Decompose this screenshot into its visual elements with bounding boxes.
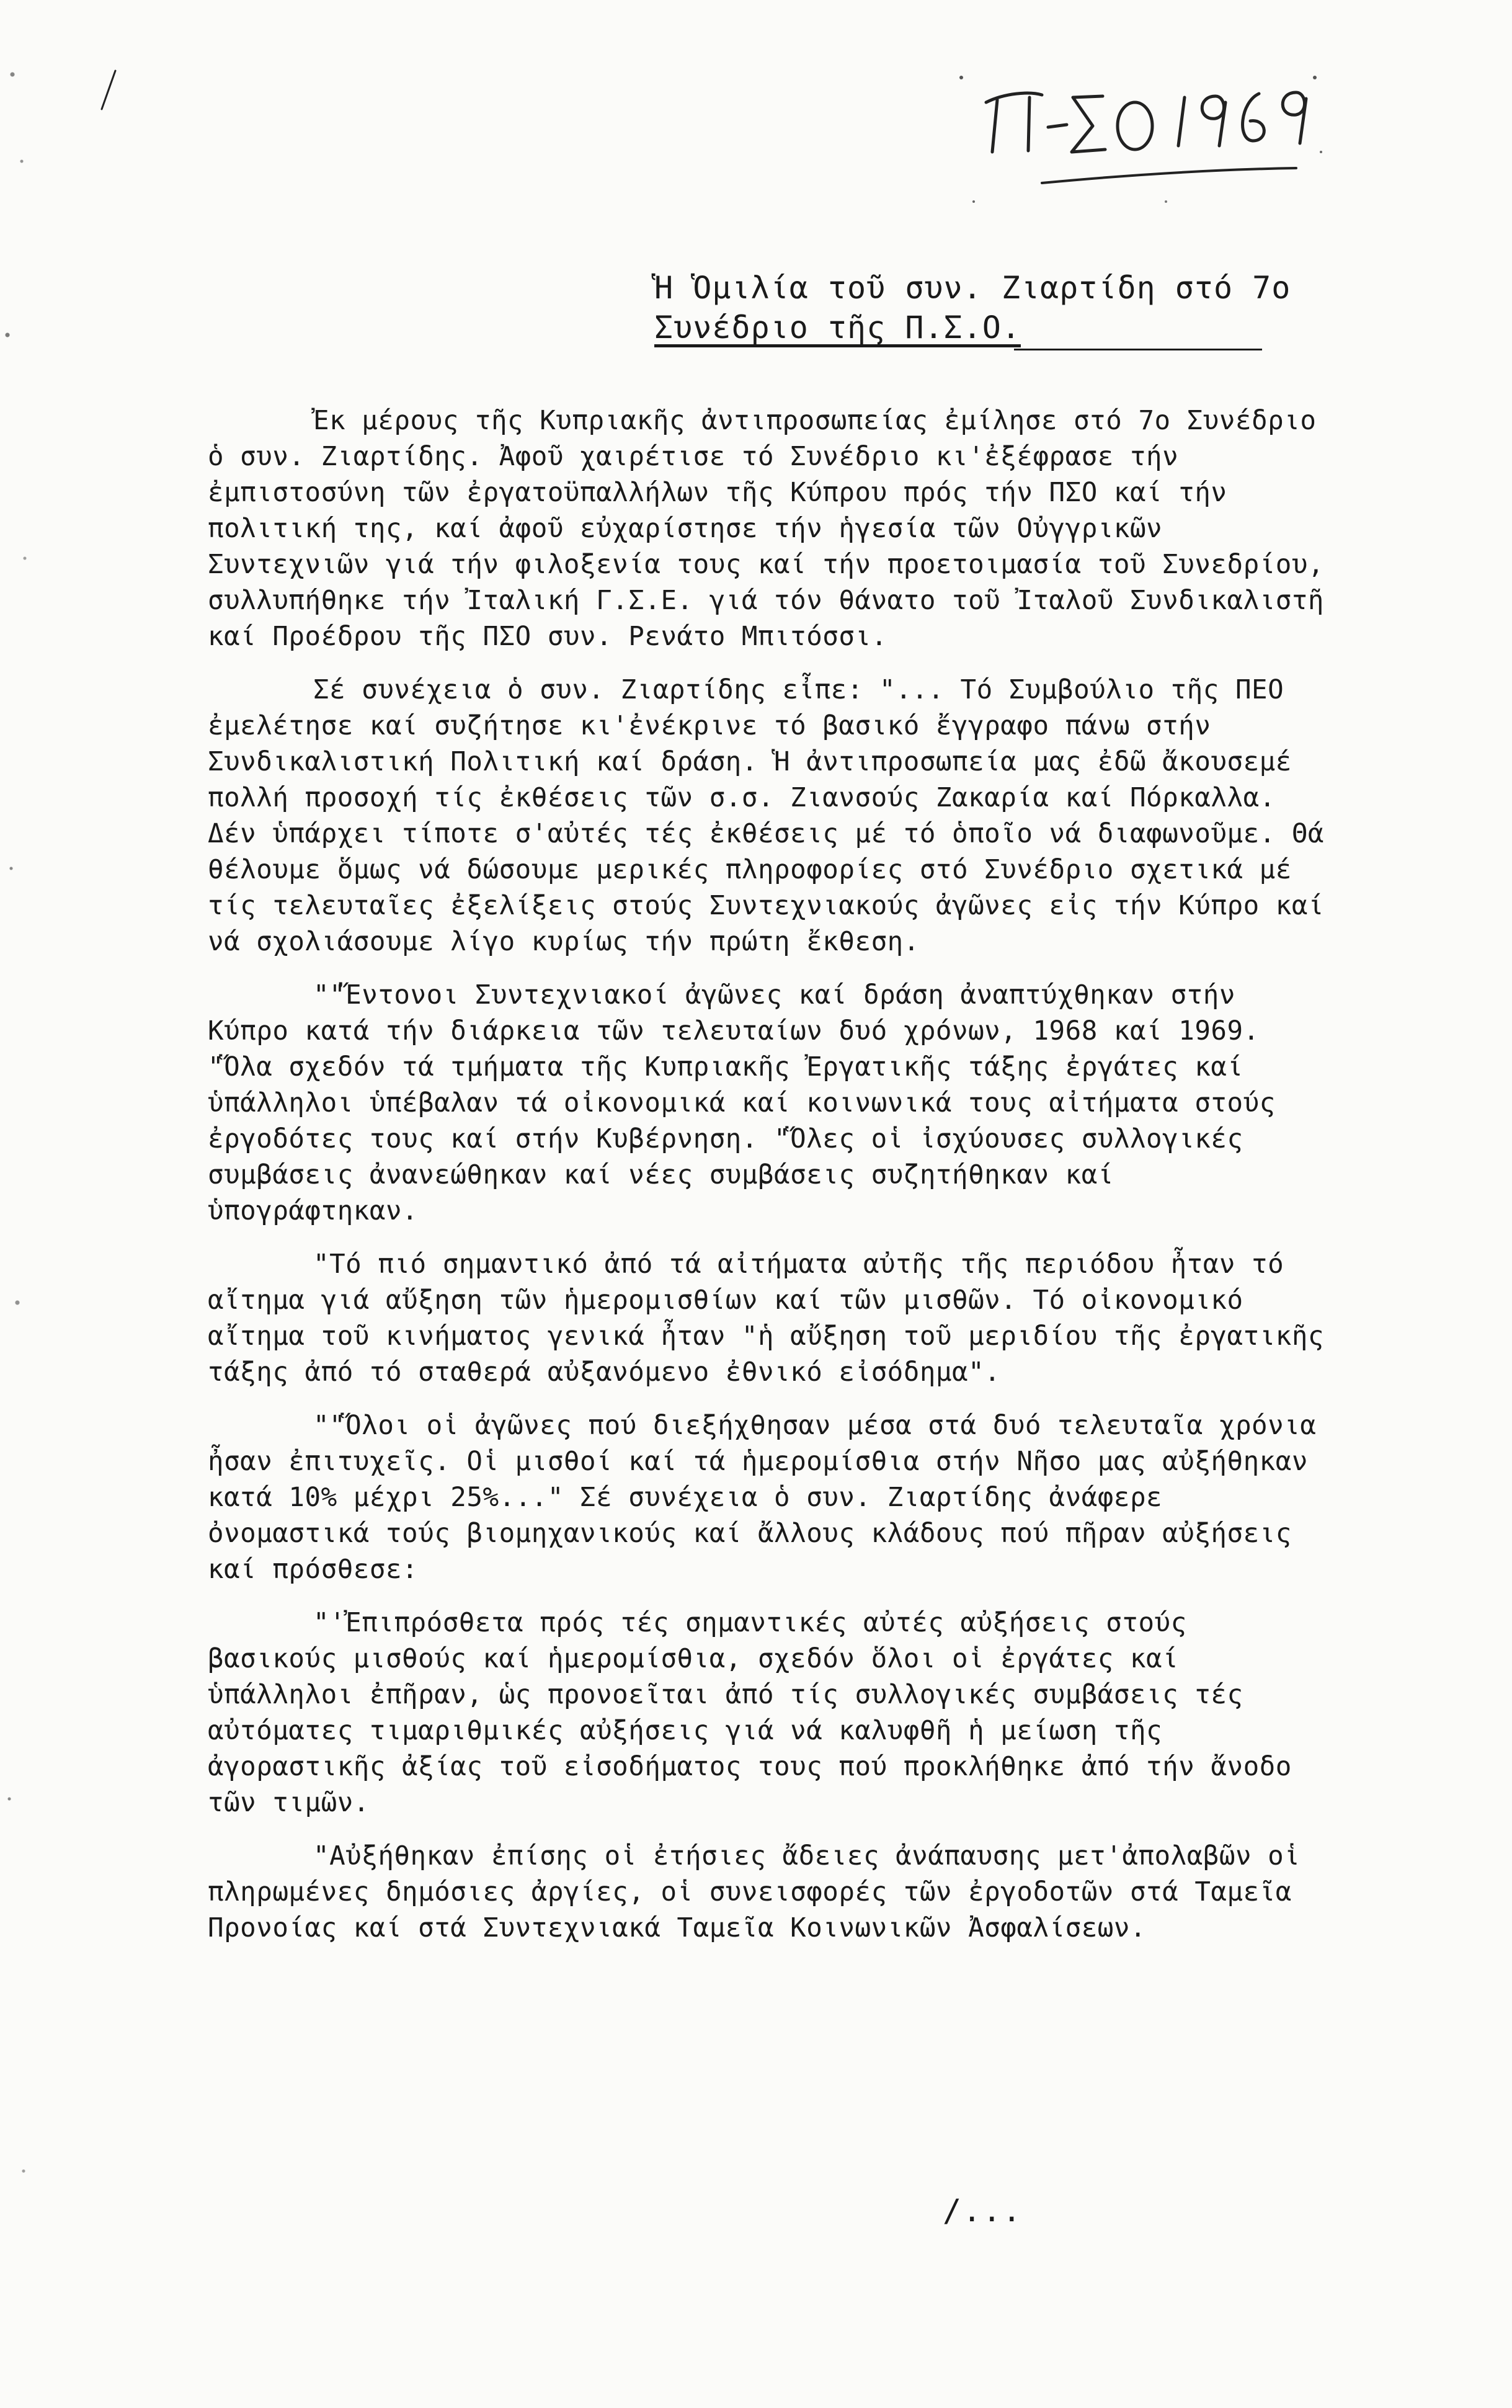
paragraph: ""Ὅλοι οἱ ἀγῶνες πού διεξήχθησαν μέσα στά δυό τελευταῖα χρόνια ἦσαν ἐπιτυχεῖς. Οἱ μισθοί καί τά ἡμερομίσθια στήν Νῆσο μας αὐξήθηκαν κατά 10% μέχρι 25%..." Σέ συνέχεια ὁ συν. Ζιαρτίδης ἀνάφερε ὀνομαστικά τούς βιομηχανικούς καί ἄλλους κλάδους πού πῆραν αὐξήσεις καί πρόσθεσε: bbox=[208, 1411, 1317, 1585]
document-body bbox=[208, 403, 1324, 1964]
paragraph: "Τό πιό σημαντικό ἀπό τά αἰτήματα αὐτῆς τῆς περιόδου ἦταν τό αἴτημα γιά αὔξηση τῶν ἡμερομισθίων καί τῶν μισθῶν. Τό οἰκονομικό αἴτημα τοῦ κινήματος γενικά ἦταν "ἡ αὔξηση τοῦ μεριδίου τῆς ἐργατικῆς τάξης ἀπό τό σταθερά αὐξανόμενο ἐθνικό εἰσόδημα". bbox=[208, 1249, 1325, 1388]
paragraph: Σέ συνέχεια ὁ συν. Ζιαρτίδης εἶπε: "... Τό Συμβούλιο τῆς ΠΕΟ ἐμελέτησε καί συζήτησε κι'ἐνέκρινε τό βασικό ἔγγραφο πάνω στήν Συνδικαλιστική Πολιτική καί δράση. Ἡ ἀντιπροσωπεία μας ἐδῶ ἄκουσεμέ πολλή προσοχή τίς ἐκθέσεις τῶν σ.σ. Ζιανσούς Ζακαρία καί Πόρκαλλα. Δέν ὑπάρχει τίποτε σ'αὐτές τές ἐκθέσεις μέ τό ὁποῖο νά διαφωνοῦμε. Θά θέλουμε ὅμως νά δώσουμε μερικές πληροφορίες στό Συνέδριο σχετικά μέ τίς τελευταῖες ἐξελίξεις στούς Συντεχνιακούς ἀγῶνες εἰς τήν Κύπρο καί νά σχολιάσουμε λίγο κυρίως τήν πρώτη ἔκθεση. bbox=[208, 675, 1325, 957]
heading-underline bbox=[1014, 349, 1262, 350]
paragraph: "Αὐξήθηκαν ἐπίσης οἱ ἐτήσιες ἄδειες ἀνάπαυσης μετ'ἀπολαβῶν οἱ πληρωμένες δημόσιες ἀργίες, οἱ συνεισφορές τῶν ἐργοδοτῶν στά Ταμεῖα Προνοίας καί στά Συντεχνιακά Ταμεῖα Κοινωνικῶν Ἀσφαλίσεων. bbox=[208, 1841, 1301, 1943]
scan-edge-noise bbox=[0, 0, 37, 2408]
handwritten-annotation bbox=[949, 59, 1333, 220]
paragraph: Ἐκ μέρους τῆς Κυπριακῆς ἀντιπροσωπείας ἐμίλησε στό 7ο Συνέδριο ὁ συν. Ζιαρτίδης. Ἀφοῦ χαιρέτισε τό Συνέδριο κι'ἐξέφρασε τήν ἐμπιστοσύνη τῶν ἐργατοϋπαλλήλων τῆς Κύπρου πρός τήν ΠΣΟ καί τήν πολιτική της, καί ἀφοῦ εὐχαρίστησε τήν ἡγεσία τῶν Οὐγγρικῶν Συντεχνιῶν γιά τήν φιλοξενία τους καί τήν προετοιμασία τοῦ Συνεδρίου, συλλυπήθηκε τήν Ἰταλική Γ.Σ.Ε. γιά τόν θάνατο τοῦ Ἰταλοῦ Συνδικαλιστῆ καί Προέδρου τῆς ΠΣΟ συν. Ρενάτο Μπιτόσσι. bbox=[208, 406, 1325, 652]
document-heading bbox=[654, 268, 1291, 347]
handwritten-note-image bbox=[949, 59, 1333, 220]
paragraph: ""Ἔντονοι Συντεχνιακοί ἀγῶνες καί δράση ἀναπτύχθηκαν στήν Κύπρο κατά τήν διάρκεια τῶν τελευταίων δυό χρόνων, 1968 καί 1969. "Ὅλα σχεδόν τά τμήματα τῆς Κυπριακῆς Ἐργατικῆς τάξης ἐργάτες καί ὑπάλληλοι ὑπέβαλαν τά οἰκονομικά καί κοινωνικά τους αἰτήματα στούς ἐργοδότες τους καί στήν Κυβέρνηση. "Ὅλες οἱ ἰσχύουσες συλλογικές συμβάσεις ἀνανεώθηκαν καί νέες συμβάσεις συζητήθηκαν καί ὑπογράφτηκαν. bbox=[208, 980, 1276, 1226]
continuation-mark: /... bbox=[943, 2193, 1023, 2229]
heading-line-2: Συνέδριο τῆς Π.Σ.Ο. bbox=[654, 310, 1021, 346]
paragraph: "'Ἐπιπρόσθετα πρός τές σημαντικές αὐτές αὐξήσεις στούς βασικούς μισθούς καί ἡμερομίσθια, σχεδόν ὅλοι οἱ ἐργάτες καί ὑπάλληλοι ἐπῆραν, ὡς προνοεῖται ἀπό τίς συλλογικές συμβάσεις τές αὐτόματες τιμαριθμικές αὐξήσεις γιά νά καλυφθῆ ἡ μείωση τῆς ἀγοραστικῆς ἀξίας τοῦ εἰσοδήματος τους πού προκλήθηκε ἀπό τήν ἄνοδο τῶν τιμῶν. bbox=[208, 1608, 1292, 1818]
heading-line-1: Ἡ Ὁμιλία τοῦ συν. Ζιαρτίδη στό 7ο bbox=[654, 270, 1291, 306]
pen-mark bbox=[99, 68, 118, 112]
